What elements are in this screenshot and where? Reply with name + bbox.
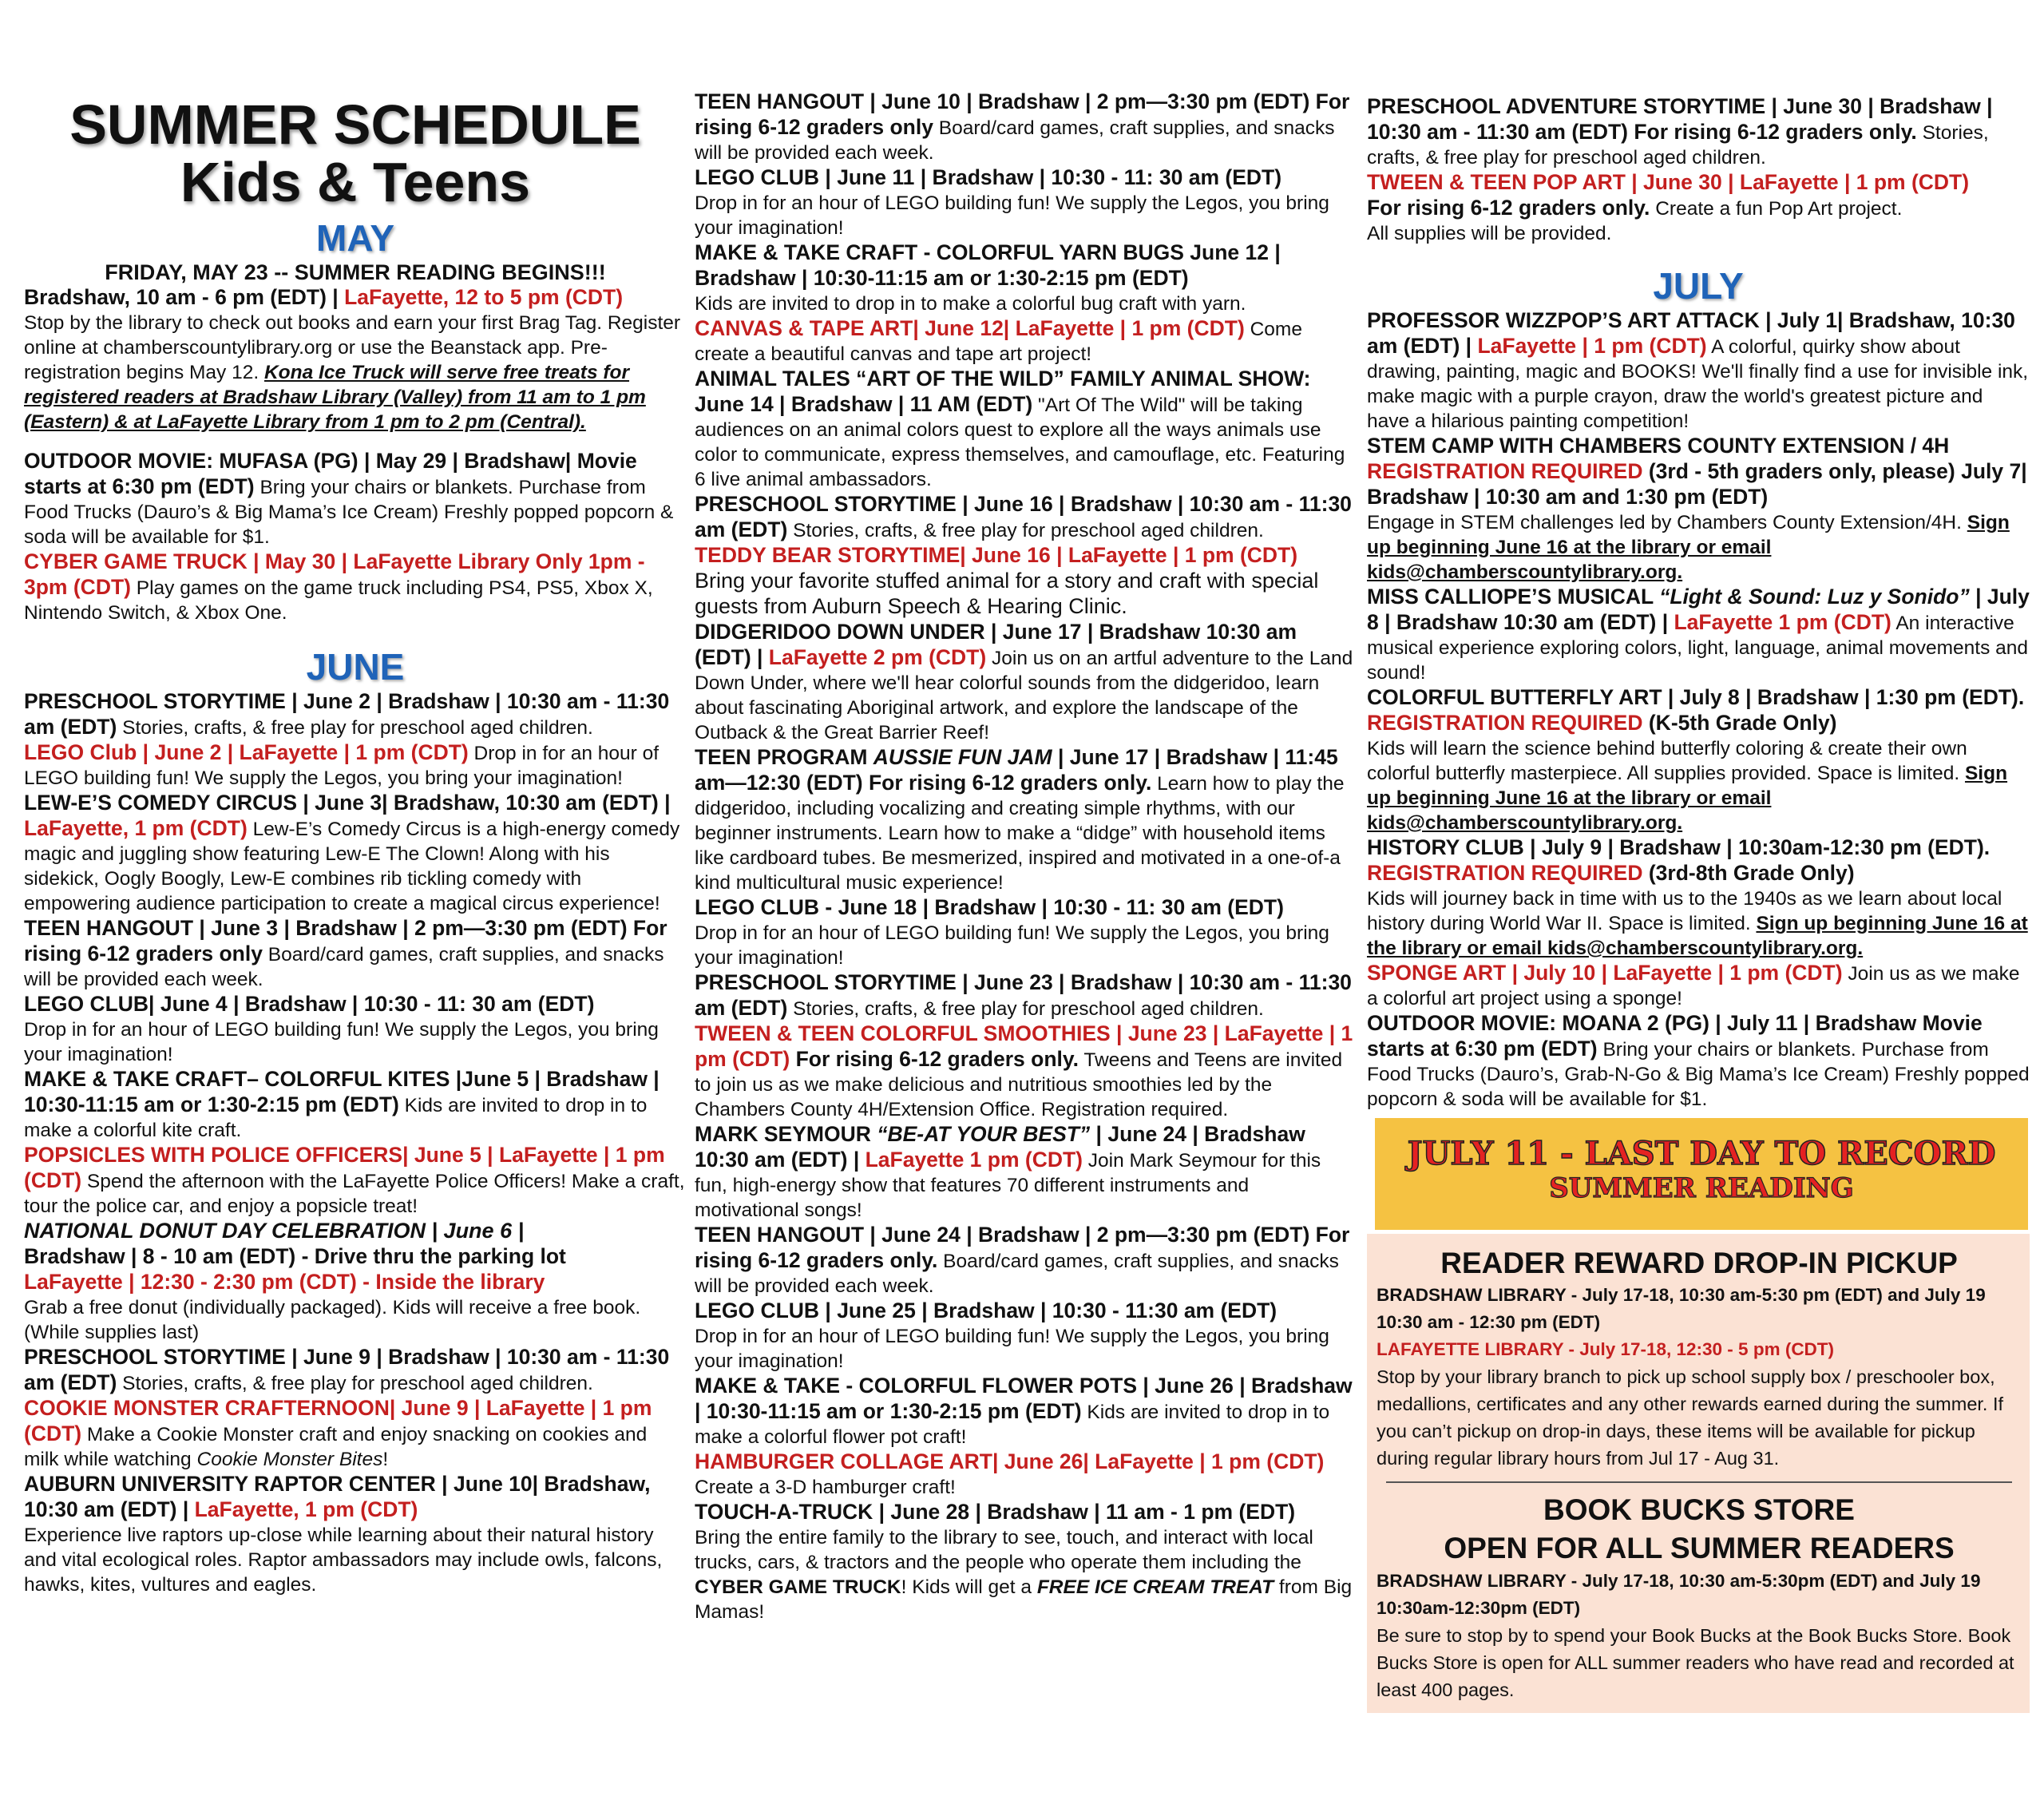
event-time: Bradshaw, 10 am - 6 pm (EDT) | xyxy=(24,285,345,309)
event-description: Kids are invited to drop in to make a colorful kite craft. xyxy=(24,1095,648,1141)
event-signup-note: Sign up beginning June 16 at the library or email kids@chamberscountylibrary.org. xyxy=(1367,913,2028,959)
event-outdoor-movie-moana xyxy=(1367,1011,2030,1112)
event-teen-hangout-june-24 xyxy=(695,1223,1357,1299)
column-middle xyxy=(695,0,1357,1624)
event-heading-rest: | June 24 | Bradshaw 10:30 am (EDT) | xyxy=(695,1122,1305,1172)
month-heading-june: JUNE xyxy=(306,646,405,688)
event-heading: LEGO CLUB | June 25 | Bradshaw | 10:30 - 11:30 am (EDT) xyxy=(695,1299,1278,1322)
event-description: Drop in for an hour of LEGO building fun! We supply the Legos, you bring your imagination! xyxy=(24,1019,659,1065)
event-professor-wizzpop xyxy=(1367,308,2030,434)
event-heading: HISTORY CLUB | July 9 | Bradshaw | 10:30am-12:30 pm (EDT). xyxy=(1367,835,1991,859)
event-description: Drop in for an hour of LEGO building fun! We supply the Legos, you bring your imagination! xyxy=(695,192,1329,239)
event-registration-required: REGISTRATION REQUIRED xyxy=(1367,861,1643,885)
event-history-club xyxy=(1367,835,2030,961)
event-location-red: LaFayette 1 pm (CDT) xyxy=(1674,610,1891,634)
event-didgeridoo-down-under xyxy=(695,620,1357,745)
event-description-end: All supplies will be provided. xyxy=(1367,223,1612,244)
event-stem-camp xyxy=(1367,434,2030,585)
event-location-red: LaFayette 2 pm (CDT) xyxy=(768,645,987,669)
event-bradshaw-time: Bradshaw | 8 - 10 am (EDT) - Drive thru the parking lot xyxy=(24,1244,566,1268)
event-location-red: LaFayette, 1 pm (CDT) xyxy=(194,1497,418,1521)
event-heading: MAKE & TAKE CRAFT - COLORFUL YARN BUGS June 12 | Bradshaw | 10:30-11:15 am or 1:30-2:15 pm (EDT) xyxy=(695,240,1281,290)
event-heading-rest: | July 8 | Bradshaw 10:30 am (EDT) | xyxy=(1367,585,2030,634)
event-colorful-flower-pots xyxy=(695,1374,1357,1449)
event-outdoor-movie-mufasa xyxy=(24,449,687,549)
event-description-end: from Big Mamas! xyxy=(695,1576,1353,1623)
page-title xyxy=(24,93,687,213)
event-description-mid: ! Kids will get a xyxy=(901,1576,1037,1598)
event-heading: COOKIE MONSTER CRAFTERNOON| June 9 | LaFayette | 1 pm (CDT) xyxy=(24,1396,652,1445)
event-summer-reading-begins xyxy=(24,260,687,434)
event-bold-italic-text: FREE ICE CREAM TREAT xyxy=(1036,1576,1274,1598)
event-description: Bring your favorite stuffed animal for a story and craft with special guests from Auburn Speech & Hearing Clinic. xyxy=(695,569,1319,618)
event-title-italic: “Light & Sound: Luz y Sonido” xyxy=(1659,585,1970,609)
event-heading: PROFESSOR WIZZPOP’S ART ATTACK | July 1| Bradshaw, 10:30 am (EDT) | xyxy=(1367,308,2015,358)
event-description: Stories, crafts, & free play for preschool aged children. xyxy=(117,717,593,739)
event-lego-club-june-2 xyxy=(24,740,687,791)
column-right xyxy=(1367,94,2030,1112)
reader-reward-title: READER REWARD DROP-IN PICKUP xyxy=(1440,1247,1958,1279)
title-line-1: SUMMER SCHEDULE xyxy=(69,93,641,156)
event-description: Stories, crafts, & free play for preschool aged children. xyxy=(117,1373,593,1394)
event-preschool-storytime-june-2 xyxy=(24,689,687,740)
event-description: Bring your chairs or blankets. Purchase from Food Trucks (Dauro’s & Big Mama’s Ice Cream) Freshly popped popcorn & soda will be available for $1. xyxy=(24,477,674,548)
event-note: Kona Ice Truck will serve free treats for registered readers at Bradshaw Library (Valley) from 11 am to 1 pm (Eastern) & at LaFayette Library from 1 pm to 2 pm (Central). xyxy=(24,362,646,433)
event-heading: DIDGERIDOO DOWN UNDER | June 17 | Bradshaw 10:30 am (EDT) | xyxy=(695,620,1297,669)
event-heading: TEEN HANGOUT | June 10 | Bradshaw | 2 pm—3:30 pm (EDT) For rising 6-12 graders only xyxy=(695,89,1350,139)
event-description: Stories, crafts, & free play for preschool aged children. xyxy=(787,998,1264,1020)
event-lego-club-june-18 xyxy=(695,895,1357,970)
event-description: A colorful, quirky show about drawing, painting, magic and BOOKS! We'll finally find a use for invisible ink, make magic with a purple crayon, draw the world's greatest picture and have a hilarious painting competition! xyxy=(1367,336,2029,432)
reward-description: Stop by your library branch to pick up school supply box / preschooler box, medallions, certificates and any other rewards earned during the summer. If you can’t pickup on drop-in days, these items will be available for pickup during regular library hours from Jul 17 - Aug 31. xyxy=(1377,1366,2004,1469)
reward-info-box xyxy=(1367,1234,2030,1713)
event-description: Tweens and Teens are invited to join us as we make delicious and nutritious smoothies led by the Chambers County 4H/Extension Office. Registration required. xyxy=(695,1049,1343,1120)
event-description: Join Mark Seymour for this fun, high-energy show that features 70 different instruments and motivational songs! xyxy=(695,1150,1321,1221)
event-cyber-game-truck xyxy=(24,549,687,625)
event-description: Kids will learn the science behind butterfly coloring & create their own colorful butterfly masterpiece. All supplies provided. Space is limited. xyxy=(1367,738,1967,784)
event-description: Spend the afternoon with the LaFayette Police Officers! Make a craft, tour the police car, and enjoy a popsicle treat! xyxy=(24,1171,685,1217)
event-description: Engage in STEM challenges led by Chambers County Extension/4H. xyxy=(1367,512,1967,533)
event-lew-e-comedy-circus xyxy=(24,791,687,916)
event-raptor-center xyxy=(24,1472,687,1597)
event-description: Experience live raptors up-close while learning about their natural history and vital ecological roles. Raptor ambassadors may include owls, falcons, hawks, kites, vultures and eagles. xyxy=(24,1525,663,1596)
event-registration-required: REGISTRATION REQUIRED xyxy=(1367,459,1643,483)
event-heading: SPONGE ART | July 10 | LaFayette | 1 pm (CDT) xyxy=(1367,961,1843,985)
last-day-banner xyxy=(1375,1118,2028,1230)
event-description: "Art Of The Wild" will be taking audiences on an animal colors quest to explore all the ways animals use color to communicate, express themselves, and camouflage, etc. Featuring 6 live animal ambassadors. xyxy=(695,395,1345,490)
event-heading-rest: For rising 6-12 graders only. xyxy=(790,1047,1079,1071)
event-description: An interactive musical experience exploring colors, light, language, animal movements and sound! xyxy=(1367,613,2028,684)
event-heading: POPSICLES WITH POLICE OFFICERS| June 5 | LaFayette | 1 pm (CDT) xyxy=(24,1143,665,1192)
event-heading: CANVAS & TAPE ART| June 12| LaFayette | 1 pm (CDT) xyxy=(695,316,1245,340)
event-heading: FRIDAY, MAY 23 -- SUMMER READING BEGINS!!! xyxy=(105,260,606,284)
event-teen-hangout-june-10 xyxy=(695,89,1357,165)
event-title-italic: Cookie Monster Bites xyxy=(196,1449,383,1470)
event-sponge-art xyxy=(1367,961,2030,1011)
event-description: Join us on an artful adventure to the Land Down Under, where we'll hear colorful sounds from the didgeridoo, learn about fascinating Aboriginal artwork, and explore the landscape of the Outback & the Great Barrier Reef! xyxy=(695,648,1353,743)
event-heading-rest: For rising 6-12 graders only. xyxy=(1367,196,1650,220)
event-description: Learn how to play the didgeridoo, including vocalizing and creating simple rhythms, with our beginner instruments. Learn how to make a “didge” with household items like cardboard tubes. Be mesmerized, inspired and motivated in a one-of-a kind multicultural music experience! xyxy=(695,773,1345,894)
event-heading-rest: (K-5th Grade Only) xyxy=(1642,711,1837,735)
event-description: Grab a free donut (individually packaged). Kids will receive a free book. (While supplies last) xyxy=(24,1297,641,1343)
event-heading: MAKE & TAKE - COLORFUL FLOWER POTS | June 26 | Bradshaw | 10:30-11:15 am or 1:30-2:15 pm (EDT) xyxy=(695,1374,1353,1423)
event-description: Kids are invited to drop in to make a colorful flower pot craft! xyxy=(695,1402,1330,1448)
event-description: Board/card games, craft supplies, and snacks will be provided each week. xyxy=(24,944,664,990)
event-title-italic: AUSSIE FUN JAM xyxy=(873,745,1052,769)
event-description: Bring the entire family to the library to see, touch, and interact with local trucks, cars, & tractors and the people who operate them including the xyxy=(695,1527,1313,1573)
event-description: Drop in for an hour of LEGO building fun! We supply the Legos, you bring your imagination! xyxy=(695,922,1329,969)
event-description: Kids will journey back in time with us to the 1940s as we learn about local history during World War II. Space is limited. xyxy=(1367,888,2002,934)
book-bucks-hours: BRADSHAW LIBRARY - July 17-18, 10:30 am-5:30pm (EDT) and July 19 10:30am-12:30pm (EDT) xyxy=(1377,1571,1981,1618)
event-description: Board/card games, craft supplies, and snacks will be provided each week. xyxy=(695,117,1335,164)
event-hamburger-collage xyxy=(695,1449,1357,1500)
event-description: Lew-E’s Comedy Circus is a high-energy comedy magic and juggling show featuring Lew-E The Clown! Along with his sidekick, Oogly Boogly, Lew-E combines rib tickling comedy with empowering audience participation to create a magical circus experience! xyxy=(24,819,680,914)
event-heading: TEEN HANGOUT | June 24 | Bradshaw | 2 pm—3:30 pm (EDT) For rising 6-12 graders only. xyxy=(695,1223,1350,1272)
event-preschool-storytime-june-9 xyxy=(24,1345,687,1396)
event-description: Join us as we make a colorful art project using a sponge! xyxy=(1367,963,2020,1009)
event-registration-required: REGISTRATION REQUIRED xyxy=(1367,711,1643,735)
column-left xyxy=(24,93,687,1597)
event-description: Stories, crafts, & free play for preschool aged children. xyxy=(787,520,1264,541)
event-heading: OUTDOOR MOVIE: MOANA 2 (PG) | July 11 | Bradshaw Movie starts at 6:30 pm (EDT) xyxy=(1367,1011,1983,1061)
event-description: Kids are invited to drop in to make a colorful bug craft with yarn. xyxy=(695,293,1246,315)
event-teen-hangout-june-3 xyxy=(24,916,687,992)
event-heading: TEEN PROGRAM xyxy=(695,745,873,769)
event-description: Stories, crafts, & free play for preschool aged children. xyxy=(1367,122,1989,169)
event-heading: OUTDOOR MOVIE: MUFASA (PG) | May 29 | Bradshaw| Movie starts at 6:30 pm (EDT) xyxy=(24,449,637,498)
event-lego-club-june-25 xyxy=(695,1299,1357,1374)
event-description: Create a fun Pop Art project. xyxy=(1650,198,1903,220)
title-line-2: Kids & Teens xyxy=(180,151,531,213)
event-description: Drop in for an hour of LEGO building fun! We supply the Legos, you bring your imagination! xyxy=(24,743,660,789)
event-heading: ANIMAL TALES “ART OF THE WILD” FAMILY ANIMAL SHOW: June 14 | Bradshaw | 11 AM (EDT) xyxy=(695,367,1311,416)
event-description: Stop by the library to check out books and earn your first Brag Tag. Register online at chamberscountylibrary.org or use the Beanstack app. Pre-registration begins May 12. xyxy=(24,312,681,383)
event-lego-club-june-11 xyxy=(695,165,1357,240)
event-heading: NATIONAL DONUT DAY CELEBRATION | June 6 | xyxy=(24,1219,525,1243)
banner-line-1: JULY 11 - LAST DAY TO RECORD xyxy=(1407,1135,1996,1172)
event-bold-text: CYBER GAME TRUCK xyxy=(695,1576,901,1598)
event-animal-tales xyxy=(695,367,1357,492)
event-location-red: LaFayette | 12:30 - 2:30 pm (CDT) - Inside the library xyxy=(24,1270,545,1294)
event-aussie-fun-jam xyxy=(695,745,1357,895)
event-description: Board/card games, craft supplies, and snacks will be provided each week. xyxy=(695,1251,1339,1297)
event-heading: PRESCHOOL ADVENTURE STORYTIME | June 30 | Bradshaw | 10:30 am - 11:30 am (EDT) For rising 6-12 graders only. xyxy=(1367,94,1993,144)
event-heading: PRESCHOOL STORYTIME | June 23 | Bradshaw | 10:30 am - 11:30 am (EDT) xyxy=(695,970,1352,1020)
event-location-red: LaFayette, 12 to 5 pm (CDT) xyxy=(344,285,624,309)
event-description-end: ! xyxy=(382,1449,389,1470)
event-description: Create a 3-D hamburger craft! xyxy=(695,1477,956,1498)
reward-lafayette-hours: LAFAYETTE LIBRARY - July 17-18, 12:30 - 5 pm (CDT) xyxy=(1377,1339,1835,1359)
event-description: Play games on the game truck including PS4, PS5, Xbox X, Nintendo Switch, & Xbox One. xyxy=(24,577,653,624)
event-preschool-adventure-storytime xyxy=(1367,94,2030,170)
event-title-italic: “BE-AT YOUR BEST” xyxy=(877,1122,1091,1146)
event-cookie-monster xyxy=(24,1396,687,1472)
event-heading: PRESCHOOL STORYTIME | June 16 | Bradshaw | 10:30 am - 11:30 am (EDT) xyxy=(695,492,1352,541)
event-heading: TEEN HANGOUT | June 3 | Bradshaw | 2 pm—3:30 pm (EDT) For rising 6-12 graders only xyxy=(24,916,667,966)
event-national-donut-day xyxy=(24,1219,687,1345)
event-colorful-kites xyxy=(24,1067,687,1143)
event-signup-note: Sign up beginning June 16 at the library or email kids@chamberscountylibrary.org. xyxy=(1367,763,2008,834)
event-description: Bring your chairs or blankets. Purchase from Food Trucks (Dauro’s, Grab-N-Go & Big Mama’s Ice Cream) Freshly popped popcorn & soda will be available for $1. xyxy=(1367,1039,2030,1110)
event-heading: COLORFUL BUTTERFLY ART | July 8 | Bradshaw | 1:30 pm (EDT). xyxy=(1367,685,2025,709)
event-description: Drop in for an hour of LEGO building fun! We supply the Legos, you bring your imagination! xyxy=(695,1326,1329,1372)
event-preschool-storytime-june-16 xyxy=(695,492,1357,543)
event-heading: MAKE & TAKE CRAFT– COLORFUL KITES |June 5 | Bradshaw | 10:30-11:15 am or 1:30-2:15 pm (EDT) xyxy=(24,1067,660,1116)
event-heading: LEGO Club | June 2 | LaFayette | 1 pm (CDT) xyxy=(24,740,469,764)
month-heading-july: JULY xyxy=(1653,265,1744,307)
event-miss-calliope xyxy=(1367,585,2030,685)
event-description: Come create a beautiful canvas and tape art project! xyxy=(695,319,1302,365)
event-heading: LEGO CLUB | June 11 | Bradshaw | 10:30 - 11: 30 am (EDT) xyxy=(695,165,1282,189)
event-heading: TWEEN & TEEN COLORFUL SMOOTHIES | June 23 | LaFayette | 1 pm (CDT) xyxy=(695,1021,1353,1071)
book-bucks-title-2: OPEN FOR ALL SUMMER READERS xyxy=(1444,1532,1955,1564)
event-signup-note: Sign up beginning June 16 at the library or email kids@chamberscountylibrary.org. xyxy=(1367,512,2010,583)
event-popsicles-police xyxy=(24,1143,687,1219)
reward-bradshaw-hours: BRADSHAW LIBRARY - July 17-18, 10:30 am-5:30 pm (EDT) and July 19 10:30 am - 12:30 pm (EDT) xyxy=(1377,1285,1986,1332)
event-heading: LEGO CLUB - June 18 | Bradshaw | 10:30 - 11: 30 am (EDT) xyxy=(695,895,1284,919)
event-colorful-butterfly-art xyxy=(1367,685,2030,835)
event-colorful-yarn-bugs xyxy=(695,240,1357,316)
event-teddy-bear-storytime xyxy=(695,543,1357,620)
event-heading: HAMBURGER COLLAGE ART| June 26| LaFayette | 1 pm (CDT) xyxy=(695,1449,1325,1473)
event-location-red: LaFayette, 1 pm (CDT) xyxy=(24,816,248,840)
banner-line-2: SUMMER READING xyxy=(1549,1172,1854,1204)
book-bucks-description: Be sure to stop by to spend your Book Bucks at the Book Bucks Store. Book Bucks Store is open for ALL summer readers who have read and recorded at least 400 pages. xyxy=(1377,1625,2014,1700)
section-divider xyxy=(1386,1481,2012,1483)
event-heading: TWEEN & TEEN POP ART | June 30 | LaFayette | 1 pm (CDT) xyxy=(1367,170,1970,194)
event-heading: STEM CAMP WITH CHAMBERS COUNTY EXTENSION / 4H xyxy=(1367,434,1950,458)
book-bucks-title-1: BOOK BUCKS STORE xyxy=(1543,1493,1855,1526)
event-touch-a-truck xyxy=(695,1500,1357,1624)
event-heading: PRESCHOOL STORYTIME | June 9 | Bradshaw | 10:30 am - 11:30 am (EDT) xyxy=(24,1345,670,1394)
event-heading-rest: | June 17 | Bradshaw | 11:45 am—12:30 (EDT) For rising 6-12 graders only. xyxy=(695,745,1338,795)
event-heading: LEGO CLUB| June 4 | Bradshaw | 10:30 - 11: 30 am (EDT) xyxy=(24,992,595,1016)
event-heading: CYBER GAME TRUCK | May 30 | LaFayette Library Only 1pm - 3pm (CDT) xyxy=(24,549,645,599)
event-heading: MARK SEYMOUR xyxy=(695,1122,877,1146)
event-pop-art xyxy=(1367,170,2030,246)
event-heading: LEW-E’S COMEDY CIRCUS | June 3| Bradshaw, 10:30 am (EDT) | xyxy=(24,791,671,815)
event-location-red: LaFayette | 1 pm (CDT) xyxy=(1477,334,1707,358)
event-lego-club-june-4 xyxy=(24,992,687,1067)
event-heading: AUBURN UNIVERSITY RAPTOR CENTER | June 10| Bradshaw, 10:30 am (EDT) | xyxy=(24,1472,651,1521)
event-heading-rest: (3rd-8th Grade Only) xyxy=(1642,861,1855,885)
event-heading: MISS CALLIOPE’S MUSICAL xyxy=(1367,585,1660,609)
event-description: Make a Cookie Monster craft and enjoy snacking on cookies and milk while watching xyxy=(24,1424,648,1470)
event-heading: TEDDY BEAR STORYTIME| June 16 | LaFayette | 1 pm (CDT) xyxy=(695,543,1298,567)
event-heading: TOUCH-A-TRUCK | June 28 | Bradshaw | 11 am - 1 pm (EDT) xyxy=(695,1500,1296,1524)
event-mark-seymour xyxy=(695,1122,1357,1223)
event-canvas-tape-art xyxy=(695,316,1357,367)
event-colorful-smoothies xyxy=(695,1021,1357,1122)
event-preschool-storytime-june-23 xyxy=(695,970,1357,1021)
event-heading-rest: (3rd - 5th graders only, please) July 7| Bradshaw | 10:30 am and 1:30 pm (EDT) xyxy=(1367,459,2027,509)
month-heading-may: MAY xyxy=(316,217,394,259)
event-heading: PRESCHOOL STORYTIME | June 2 | Bradshaw | 10:30 am - 11:30 am (EDT) xyxy=(24,689,670,739)
event-location-red: LaFayette 1 pm (CDT) xyxy=(865,1148,1083,1172)
